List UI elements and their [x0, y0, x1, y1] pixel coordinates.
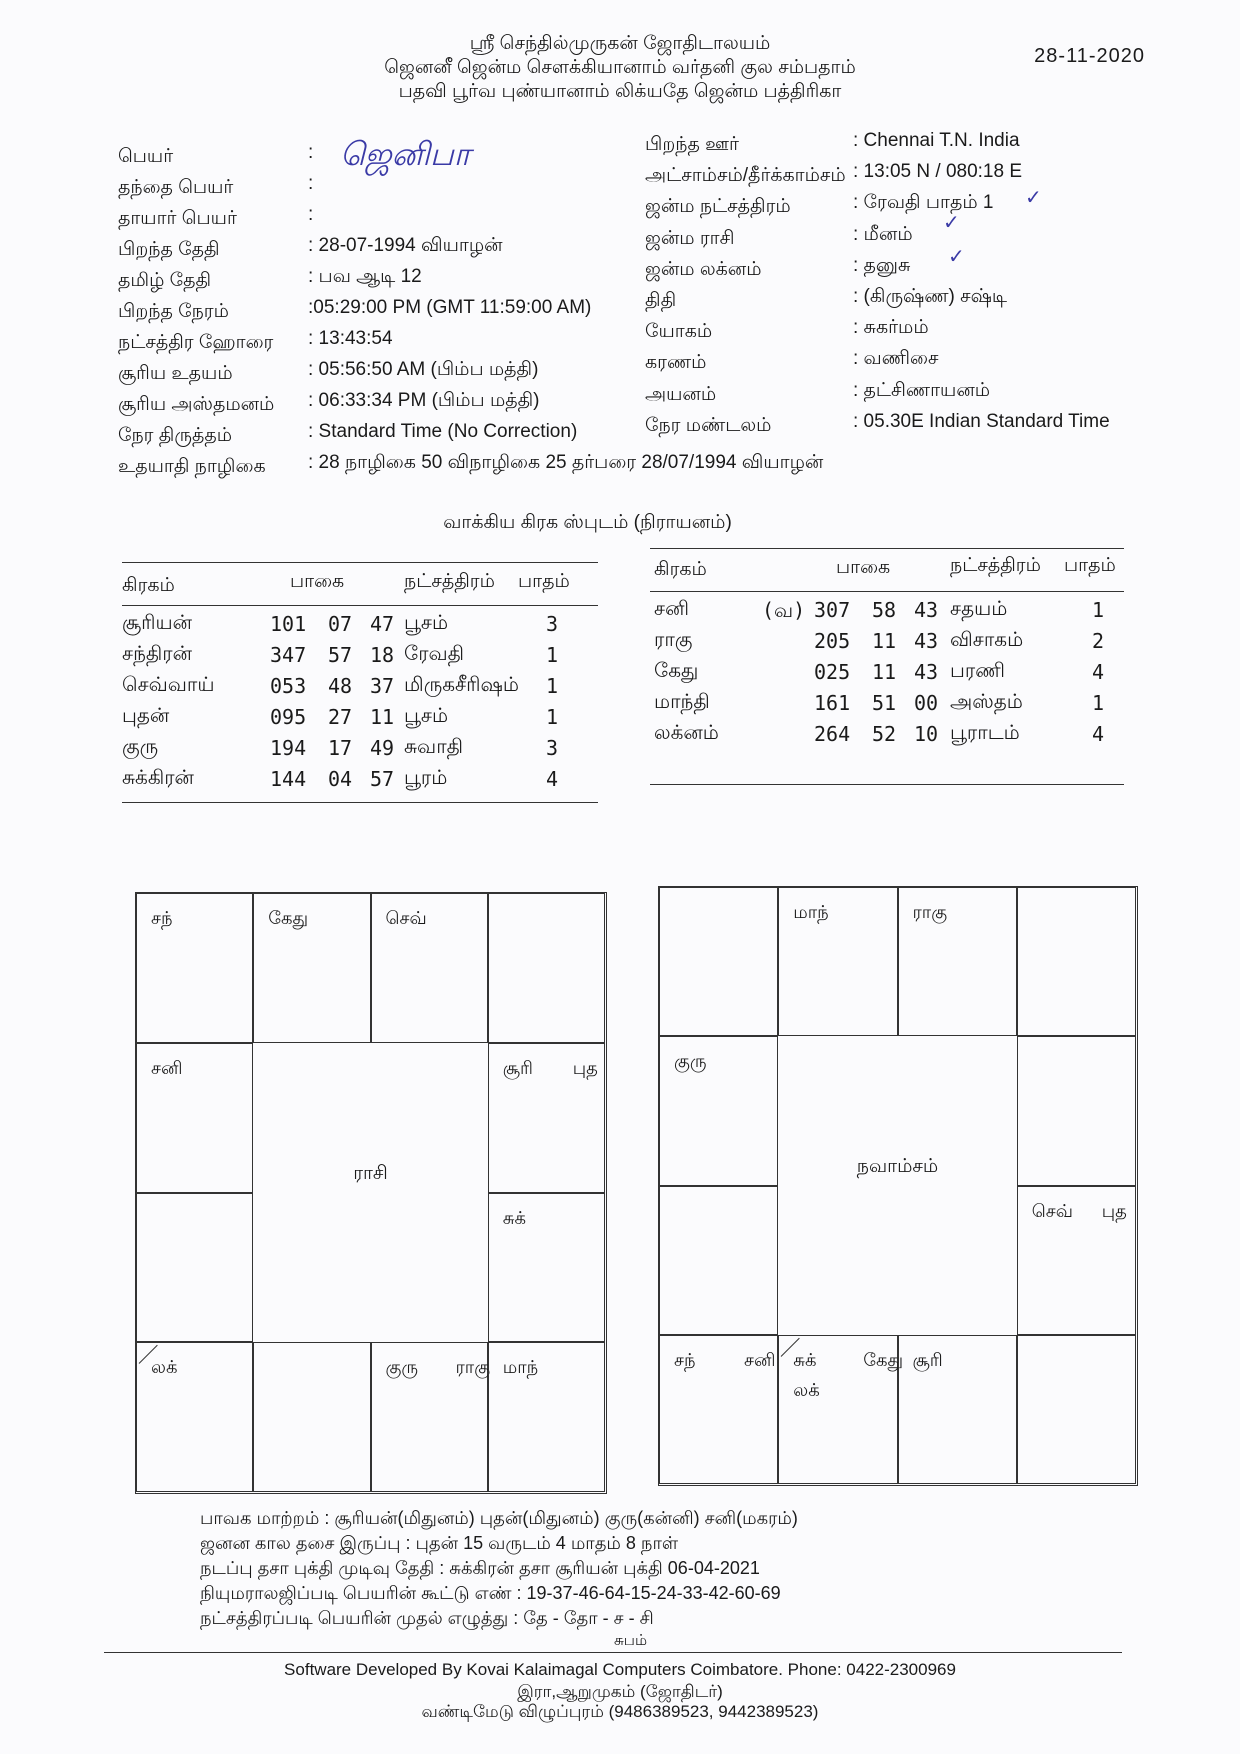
header-star: நட்சத்திரம் [950, 555, 1041, 576]
planet-min: 07 [328, 612, 353, 636]
footer-notes [200, 1508, 1100, 1633]
detail-value: : Chennai T.N. India [853, 130, 1020, 151]
planet-min: 57 [328, 643, 353, 667]
planet-planet: சனி [654, 598, 689, 620]
detail-value: :05:29:00 PM (GMT 11:59:00 AM) [308, 297, 592, 318]
planet-pada: 1 [546, 643, 559, 667]
detail-value: : 05.30E Indian Standard Time [853, 410, 1110, 432]
planet-pada: 1 [546, 705, 559, 729]
planet-sec: 43 [914, 629, 939, 653]
astrologer-address: வண்டிமேடு விழுப்புரம் (9486389523, 9442389523) [421, 1702, 819, 1721]
planet-sec: 37 [370, 674, 395, 698]
house-mithunam [1017, 887, 1136, 1036]
house-viruchigam [778, 1335, 904, 1484]
planet-in-house: சந் [674, 1349, 696, 1370]
planet-in-house: புத [1101, 1200, 1127, 1221]
planet-planet: சூரியன் [122, 612, 193, 634]
planet-planet: புதன் [122, 705, 170, 727]
planet-deg: 347 [270, 643, 307, 667]
planet-sec: 43 [914, 598, 939, 622]
house-simmam [1017, 1186, 1136, 1335]
planet-in-house: ராகு [912, 902, 948, 922]
divider [122, 802, 598, 803]
house-thulam [371, 1342, 491, 1492]
detail-label: நட்சத்திர ஹோரை [118, 332, 274, 353]
planet-pada: 3 [546, 612, 559, 636]
planet-row [122, 767, 598, 797]
planet-star: பூராடம் [950, 722, 1020, 744]
planet-deg: 161 [814, 691, 851, 715]
planet-star: பூசம் [404, 705, 449, 727]
planet-deg: 053 [270, 674, 307, 698]
house-kanni [488, 1342, 605, 1492]
detail-value: : தட்சிணாயனம் [853, 379, 991, 401]
planet-star: மிருகசீரிஷம் [404, 674, 519, 696]
planet-planet: மாந்தி [654, 691, 710, 713]
planet-row [650, 691, 1124, 721]
house-makaram [659, 1186, 778, 1335]
print-date: 28-11-2020 [1034, 45, 1145, 67]
planet-planet: குரு [122, 736, 159, 758]
planet-star: சுவாதி [404, 736, 464, 758]
detail-label: சூரிய உதயம் [118, 363, 233, 384]
planet-row [122, 612, 598, 642]
current-dasa: நடப்பு தசா புக்தி முடிவு தேதி : சுக்கிரன் தசா சூரியன் புக்தி 06-04-2021 [200, 1558, 760, 1578]
header-planet: கிரகம் [122, 575, 175, 596]
house-dhanusu [659, 1335, 778, 1484]
astrologer-name: இரா,ஆறுமுகம் (ஜோதிடர்) [517, 1682, 723, 1701]
handwritten-name: ஜெனிபா [340, 135, 471, 173]
detail-value: : ரேவதி பாதம் 1 [853, 192, 994, 214]
planet-in-house: சுக் [793, 1349, 817, 1370]
dasa-balance: ஜனன கால தசை இருப்பு : புதன் 15 வருடம் 4 மாதம் 8 நாள் [200, 1533, 679, 1553]
planet-planet: ராகு [654, 629, 693, 651]
house-rishabam [371, 893, 488, 1043]
chart-title: நவாம்சம் [856, 1155, 939, 1177]
house-kanni [1017, 1335, 1136, 1484]
planet-in-house: சனி [744, 1349, 776, 1370]
planet-min: 04 [328, 767, 353, 791]
planet-row [122, 643, 598, 673]
detail-value: : தனுசு [853, 254, 911, 276]
planet-planet: சந்திரன் [122, 643, 193, 665]
planet-star: பூசம் [404, 612, 449, 634]
planet-min: 27 [328, 705, 353, 729]
detail-value: : (கிருஷ்ண) சஷ்டி [853, 285, 1008, 307]
planet-sec: 18 [370, 643, 395, 667]
header-degree: பாகை [836, 557, 891, 578]
header-planet: கிரகம் [654, 559, 707, 580]
planet-table-title: வாக்கிய கிரக ஸ்புடம் (நிராயனம்) [443, 512, 732, 533]
house-meenam [136, 893, 253, 1043]
header-line-2: ஜெனனீ ஜென்ம சௌக்கியானாம் வர்தனி குல சம்பதாம் [384, 57, 856, 78]
planet-pada: 1 [1092, 598, 1105, 622]
header-line-3: பதவி பூர்வ புண்யானாம் லிக்யதே ஜென்ம பத்திரிகா [398, 81, 842, 102]
planet-star: விசாகம் [950, 629, 1024, 651]
navamsa-chart [658, 886, 1138, 1486]
subam: சுபம் [614, 1632, 648, 1649]
detail-value: : 28 நாழிகை 50 விநாழிகை 25 தர்பரை 28/07/1994 வியாழன் [308, 452, 824, 473]
house-makaram [136, 1193, 253, 1343]
planet-pada: 2 [1092, 629, 1105, 653]
house-thulam [898, 1335, 1017, 1484]
detail-label: ஜன்ம லக்னம் [645, 258, 762, 280]
detail-value: : 13:05 N / 080:18 E [853, 161, 1023, 183]
planet-planet: கேது [654, 660, 699, 682]
planet-row [122, 674, 598, 704]
detail-value: : 06:33:34 PM (பிம்ப மத்தி) [308, 390, 540, 411]
planet-in-house: ராகு [455, 1357, 491, 1378]
detail-label: பிறந்த தேதி [118, 239, 220, 260]
planet-in-house: சனி [151, 1057, 183, 1078]
planet-row [650, 629, 1124, 659]
house-mithunam [488, 893, 605, 1043]
planet-star: அஸ்தம் [950, 691, 1023, 713]
header-pada: பாதம் [518, 571, 570, 592]
planet-pada: 1 [546, 674, 559, 698]
planet-in-house: குரு [385, 1357, 419, 1378]
planet-deg: 307 [814, 598, 851, 622]
planet-sec: 00 [914, 691, 939, 715]
footer-divider [104, 1652, 1122, 1653]
chart-title: ராசி [353, 1162, 388, 1184]
planet-retro: (வ) [762, 598, 806, 622]
detail-value: : [308, 173, 314, 194]
bhava-change: பாவக மாற்றம் : சூரியன்(மிதுனம்) புதன்(மிதுனம்) குரு(கன்னி) சனி(மகரம்) [200, 1508, 798, 1528]
planet-sec: 49 [370, 736, 395, 760]
house-meenam [659, 887, 778, 1036]
detail-label: ஜன்ம நட்சத்திரம் [645, 196, 791, 218]
header-line-1: ஸ்ரீ செந்தில்முருகன் ஜோதிடாலயம் [469, 33, 771, 54]
right-details [645, 130, 1165, 446]
rasi-chart [135, 892, 607, 1494]
planet-in-house: லக் [151, 1357, 178, 1378]
detail-row [118, 173, 658, 208]
planet-min: 11 [872, 629, 897, 653]
detail-label: நேர திருத்தம் [118, 425, 232, 446]
house-rishabam [898, 887, 1017, 1036]
planet-deg: 194 [270, 736, 307, 760]
planet-pada: 4 [546, 767, 559, 791]
detail-value: : 28-07-1994 வியாழன் [308, 235, 503, 256]
planet-in-house: மாந் [502, 1357, 539, 1378]
detail-label: ஜன்ம ராசி [645, 227, 735, 249]
detail-label: யோகம் [645, 321, 713, 343]
planet-sec: 11 [370, 705, 395, 729]
planet-sec: 57 [370, 767, 395, 791]
planet-in-house: சந் [151, 908, 173, 928]
detail-label: அட்சாம்சம்/தீர்க்காம்சம் [645, 165, 846, 187]
planet-pada: 1 [1092, 691, 1105, 715]
name-first-letter: நட்சத்திரப்படி பெயரின் முதல் எழுத்து : தே - தோ - ச - சி [200, 1608, 654, 1628]
check-icon: ✓ [943, 212, 960, 234]
planet-min: 48 [328, 674, 353, 698]
software-credit: Software Developed By Kovai Kalaimagal Computers Coimbatore. Phone: 0422-2300969 [284, 1660, 956, 1679]
planet-deg: 095 [270, 705, 307, 729]
planet-in-house: சூரி [912, 1349, 943, 1370]
detail-label: கரணம் [645, 352, 707, 374]
detail-label: தமிழ் தேதி [118, 270, 212, 291]
detail-value: : பவ ஆடி 12 [308, 266, 422, 287]
detail-value: : மீனம் [853, 223, 913, 245]
house-dhanusu [136, 1342, 253, 1492]
detail-row [118, 452, 824, 487]
detail-label: அயனம் [645, 383, 717, 405]
planet-in-house: குரு [674, 1051, 707, 1072]
planet-table-right [650, 548, 1124, 785]
detail-label: திதி [645, 289, 677, 311]
planet-row [650, 598, 1124, 628]
check-icon: ✓ [948, 246, 965, 268]
planet-deg: 205 [814, 629, 851, 653]
detail-label: பெயர் [118, 146, 174, 167]
detail-value: : சுகர்மம் [853, 317, 929, 339]
detail-value: : [308, 142, 314, 163]
planet-min: 17 [328, 736, 353, 760]
detail-row [645, 410, 1165, 446]
planet-sec: 10 [914, 722, 939, 746]
planet-row [650, 722, 1124, 752]
house-mesham [253, 893, 370, 1043]
header-star: நட்சத்திரம் [404, 571, 495, 592]
planet-row [122, 705, 598, 735]
check-icon: ✓ [1025, 187, 1042, 209]
planet-row [122, 736, 598, 766]
planet-pada: 4 [1092, 660, 1105, 684]
planet-planet: லக்னம் [654, 722, 719, 744]
detail-label: சூரிய அஸ்தமனம் [118, 394, 275, 415]
planet-in-house: சூரி [502, 1057, 533, 1078]
planet-deg: 144 [270, 767, 307, 791]
planet-min: 58 [872, 598, 897, 622]
detail-label: பிறந்த நேரம் [118, 301, 229, 322]
planet-min: 52 [872, 722, 897, 746]
planet-sec: 47 [370, 612, 395, 636]
detail-label: உதயாதி நாழிகை [118, 456, 266, 477]
planet-sec: 43 [914, 660, 939, 684]
planet-star: பரணி [950, 660, 1005, 682]
planet-in-house: கேது [268, 908, 309, 928]
detail-label: பிறந்த ஊர் [645, 134, 739, 155]
planet-deg: 025 [814, 660, 851, 684]
header-pada: பாதம் [1064, 555, 1116, 576]
house-simmam [488, 1193, 605, 1343]
planet-min: 11 [872, 660, 897, 684]
planet-in-house: கேது [863, 1349, 904, 1370]
planet-pada: 3 [546, 736, 559, 760]
planet-star: சதயம் [950, 598, 1008, 620]
planet-in-house: லக் [793, 1379, 820, 1400]
planet-row [650, 660, 1124, 690]
detail-label: நேர மண்டலம் [645, 414, 772, 436]
planet-planet: செவ்வாய் [122, 674, 215, 696]
detail-value: : 13:43:54 [308, 328, 393, 349]
house-mesham [778, 887, 897, 1036]
planet-in-house: செவ் [1031, 1200, 1073, 1221]
planet-in-house: மாந் [793, 902, 829, 922]
numerology: நியுமராலஜிப்படி பெயரின் கூட்டு எண் : 19-37-46-64-15-24-33-42-60-69 [200, 1583, 781, 1603]
detail-label: தாயார் பெயர் [118, 208, 237, 229]
planet-min: 51 [872, 691, 897, 715]
planet-planet: சுக்கிரன் [122, 767, 194, 789]
planet-in-house: செவ் [385, 908, 427, 928]
detail-value: : [308, 204, 314, 225]
planet-deg: 264 [814, 722, 851, 746]
planet-star: ரேவதி [404, 643, 465, 665]
header-degree: பாகை [290, 571, 345, 592]
house-viruchigam [253, 1342, 370, 1492]
planet-pada: 4 [1092, 722, 1105, 746]
planet-deg: 101 [270, 612, 307, 636]
detail-value: : வணிசை [853, 348, 939, 370]
detail-value: : 05:56:50 AM (பிம்ப மத்தி) [308, 359, 539, 380]
planet-in-house: புத [572, 1057, 598, 1078]
detail-value: : Standard Time (No Correction) [308, 421, 578, 442]
planet-in-house: சுக் [502, 1207, 527, 1228]
planet-star: பூரம் [404, 767, 448, 789]
detail-label: தந்தை பெயர் [118, 177, 234, 198]
planet-table-left [122, 562, 598, 803]
